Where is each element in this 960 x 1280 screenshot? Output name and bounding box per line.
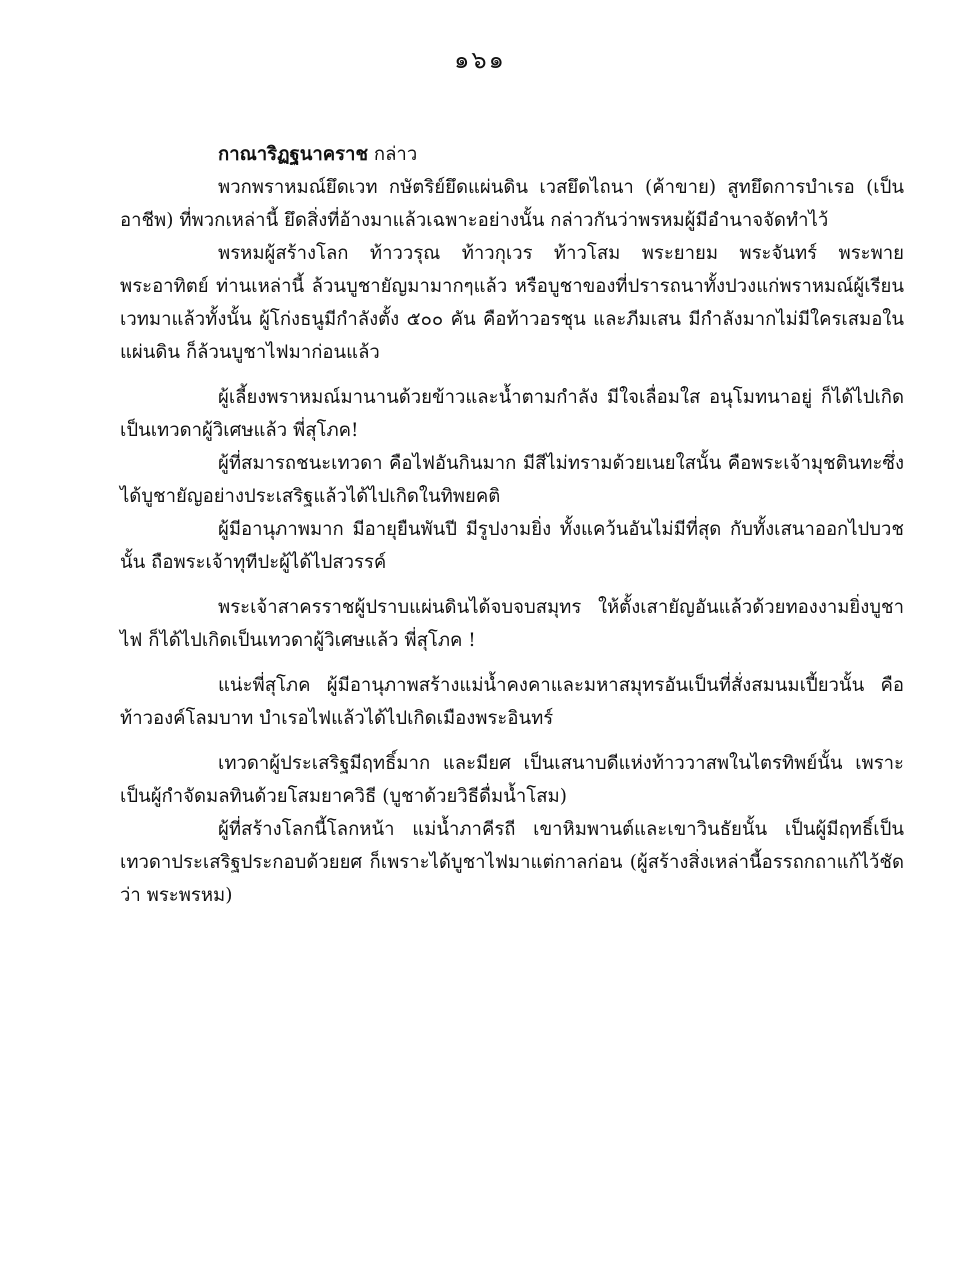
paragraph-8: เทวดาผู้ประเสริฐมีฤทธิ์มาก และมียศ เป็นเสนาบดีแห่งท้าววาสพในไตรทิพย์นั้น เพราะเป็นผู้กำจัดมลทินด้วยโสมยาควิธี (บูชาด้วยวิธีดื่มน้ำโสม): [120, 753, 904, 807]
paragraph-3: ผู้เลี้ยงพราหมณ์มานานด้วยข้าวและน้ำตามกำลัง มีใจเลื่อมใส อนุโมทนาอยู่ ก็ได้ไปเกิดเป็นเทวดาผู้วิเศษแล้ว พี่สุโภค!: [120, 387, 904, 441]
speaker-verb: กล่าว: [373, 144, 418, 165]
page-number: ๑๖๑: [454, 46, 506, 74]
speaker-heading: [120, 138, 904, 171]
paragraph-7: แน่ะพี่สุโภค ผู้มีอานุภาพสร้างแม่น้ำคงคาและมหาสมุทรอันเป็นที่สั่งสมนมเปี้ยวนั้น คือท้าวองค์โลมบาท บำเรอไฟแล้วได้ไปเกิดเมืองพระอินทร์: [120, 675, 904, 729]
paragraph-9: ผู้ที่สร้างโลกนี้โลกหน้า แม่น้ำภาคีรถี เขาหิมพานต์และเขาวินธัยนั้น เป็นผู้มีฤทธิ์เป็นเทวดาประเสริฐประกอบด้วยยศ ก็เพราะได้บูชาไฟมาแต่กาลก่อน (ผู้สร้างสิ่งเหล่านี้อรรถกถาแก้ไว้ชัดว่า พระพรหม): [120, 819, 904, 906]
paragraph-5: ผู้มีอานุภาพมาก มีอายุยืนพันปี มีรูปงามยิ่ง ทั้งแคว้นอันไม่มีที่สุด กับทั้งเสนาออกไปบวชนั้น ถือพระเจ้าทุทีปะผู้ได้ไปสวรรค์: [120, 519, 904, 573]
paragraph-1: พวกพราหมณ์ยึดเวท กษัตริย์ยึดแผ่นดิน เวสยึดไถนา (ค้าขาย) สูทยึดการบำเรอ (เป็นอาชีพ) ที่พวกเหล่านี้ ยึดสิ่งที่อ้างมาแล้วเฉพาะอย่างนั้น กล่าวกันว่าพรหมผู้มีอำนาจจัดทำไว้: [120, 177, 904, 231]
paragraph-6: พระเจ้าสาครราชผู้ปราบแผ่นดินได้จบจบสมุทร ให้ตั้งเสายัญอันแล้วด้วยทองงามยิ่งบูชาไฟ ก็ได้ไปเกิดเป็นเทวดาผู้วิเศษแล้ว พี่สุโภค !: [120, 597, 904, 651]
page-body: [120, 138, 904, 912]
paragraph-2: พรหมผู้สร้างโลก ท้าววรุณ ท้าวกุเวร ท้าวโสม พระยายม พระจันทร์ พระพาย พระอาทิตย์ ท่านเหล่านี้ ล้วนบูชายัญมามากๆแล้ว หรือบูชาของที่ปรารถนาทั้งปวงแก่พราหมณ์ผู้เรียนเวทมาแล้วทั้งนั้น ผู้โก่งธนูมีกำลังตั้ง ๕๐๐ คัน คือท้าวอรชุน และภีมเสน มีกำลังมากไม่มีใครเสมอในแผ่นดิน ก็ล้วนบูชาไฟมาก่อนแล้ว: [120, 243, 904, 363]
paragraph-4: ผู้ที่สมารถชนะเทวดา คือไฟอันกินมาก มีสีไม่ทรามด้วยเนยใสนั้น คือพระเจ้ามุชตินทะซึ่งได้บูชายัญอย่างประเสริฐแล้วได้ไปเกิดในทิพยคติ: [120, 453, 904, 507]
speaker-name: กาณาริฏฐนาคราช: [218, 144, 368, 165]
